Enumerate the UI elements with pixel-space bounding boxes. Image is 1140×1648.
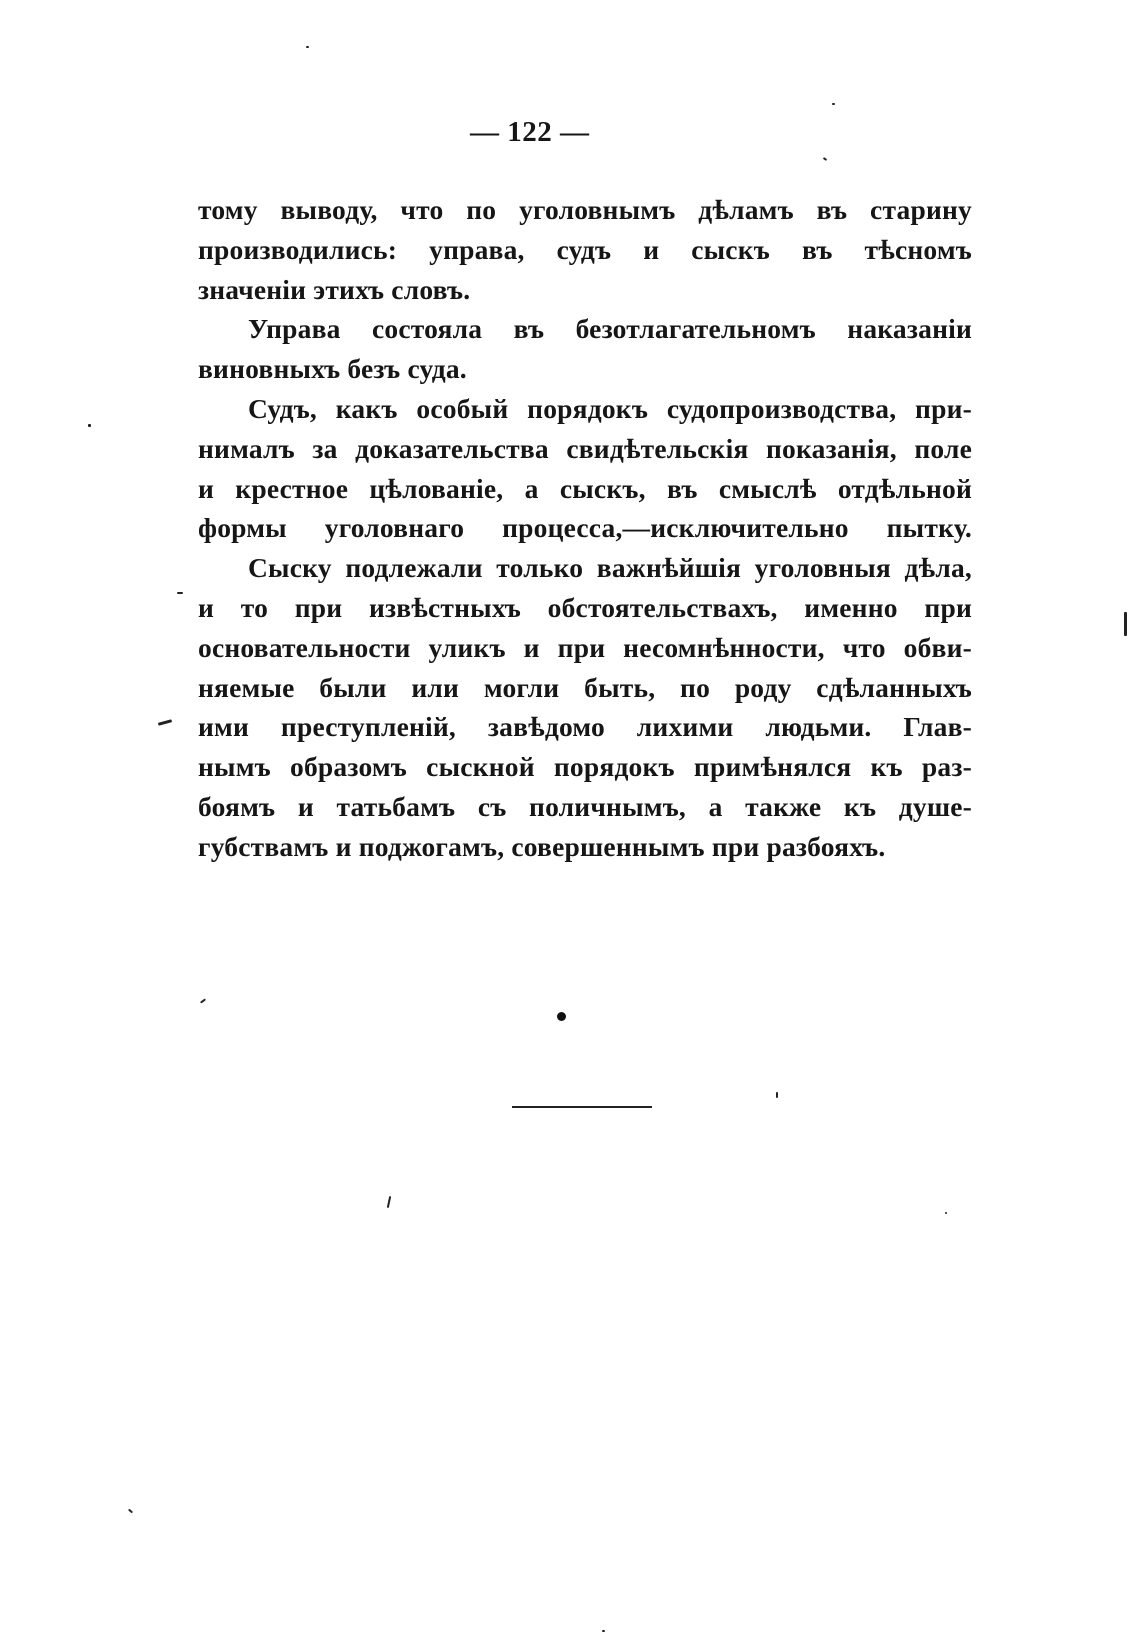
text-line: и крестное цѣлованіе, а сыскъ, въ смыслѣ отдѣльной — [198, 472, 972, 504]
scan-speck — [832, 103, 835, 105]
scan-speck — [177, 592, 183, 594]
scan-speck — [1124, 612, 1127, 636]
ornament-dot — [557, 1012, 566, 1021]
text-line: виновныхъ безъ суда. — [198, 353, 467, 385]
scan-speck — [602, 1630, 605, 1632]
scan-speck — [306, 46, 309, 48]
text-line: Судъ, какъ особый порядокъ судопроизводства, при- — [248, 392, 972, 424]
text-line: няемые были или могли быть, по роду сдѣланныхъ — [198, 671, 972, 703]
scan-speck — [128, 1509, 133, 1514]
text-line: нималъ за доказательства свидѣтельскія показанія, поле — [198, 432, 972, 464]
text-line: губствамъ и поджогамъ, совершеннымъ при разбояхъ. — [198, 830, 886, 862]
text-line: значеніи этихъ словъ. — [198, 273, 471, 305]
scan-speck — [158, 719, 172, 726]
scan-speck — [387, 1196, 391, 1208]
text-line: и то при извѣстныхъ обстоятельствахъ, именно при — [198, 591, 972, 623]
text-line: тому выводу, что по уголовнымъ дѣламъ въ старину — [198, 194, 972, 225]
text-line: Управа состояла въ безотлагательномъ наказаніи — [248, 313, 972, 345]
scan-speck — [776, 1092, 778, 1098]
text-line: ими преступленій, завѣдомо лихими людьми. Глав- — [198, 711, 972, 743]
text-line: основательности уликъ и при несомнѣнности, что обви- — [198, 631, 972, 663]
scan-speck — [88, 424, 91, 427]
scan-speck — [945, 1212, 947, 1214]
text-line: боямъ и татьбамъ съ поличнымъ, а также къ душе- — [198, 790, 972, 822]
scan-speck — [823, 157, 827, 161]
scan-speck — [200, 998, 206, 1003]
body-text — [198, 190, 972, 867]
text-line: формы уголовнаго процесса,—исключительно пытку. — [198, 512, 972, 544]
text-line: нымъ образомъ сыскной порядокъ примѣнялся къ раз- — [198, 751, 972, 783]
text-line: производились: управа, судъ и сыскъ въ тѣсномъ — [198, 233, 972, 265]
text-line: Сыску подлежали только важнѣйшія уголовныя дѣла, — [248, 552, 972, 584]
end-rule — [512, 1106, 652, 1108]
page-number: — 122 — — [470, 116, 590, 148]
